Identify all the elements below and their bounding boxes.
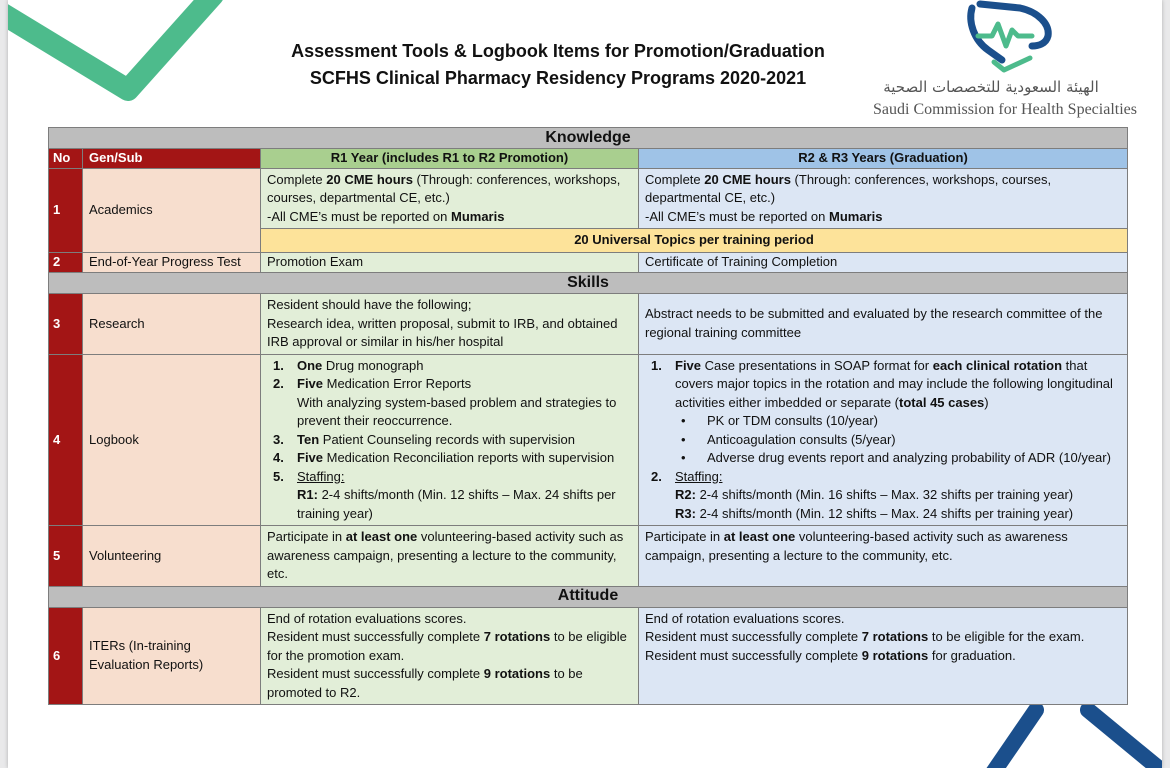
header-gen-sub: Gen/Sub: [83, 149, 261, 169]
row-name: End-of-Year Progress Test: [83, 253, 261, 273]
section-title: Knowledge: [49, 128, 1128, 149]
academics-r1-cell: Complete 20 CME hours (Through: conferences, workshops, courses, departmental CE, etc.) -All CME’s must be reported on Mumaris: [261, 168, 639, 229]
section-title: Skills: [49, 273, 1128, 294]
header-r1-year: R1 Year (includes R1 to R2 Promotion): [261, 149, 639, 169]
row-name: Academics: [83, 168, 261, 253]
list-item: 2. Five Medication Error Reports With analyzing system-based problem and strategies to prevent their reoccurrence.: [273, 376, 617, 428]
header-no: No: [49, 149, 83, 169]
section-attitude: [49, 586, 1128, 607]
title-line-2: SCFHS Clinical Pharmacy Residency Programs 2020-2021: [309, 68, 807, 88]
row-number: 1: [49, 168, 83, 253]
progress-r1-cell: Promotion Exam: [261, 253, 639, 273]
row-number: 4: [49, 354, 83, 526]
logbook-r2-cell: [639, 354, 1128, 526]
header-r2-r3-years: R2 & R3 Years (Graduation): [639, 149, 1128, 169]
progress-r2-cell: Certificate of Training Completion: [639, 253, 1128, 273]
iters-r1-cell: End of rotation evaluations scores. Resident must successfully complete 7 rotations to be eligible for the promotion exam. Resident must successfully complete 9 rotations to be promoted to R2.: [261, 607, 639, 705]
section-title: Attitude: [49, 586, 1128, 607]
volunteering-r2-cell: Participate in at least one volunteering-based activity such as awareness campaign, presenting a lecture to the community, etc.: [639, 526, 1128, 587]
list-item: 2. Staffing: R2: 2-4 shifts/month (Min. 16 shifts – Max. 32 shifts per training year) R3: 2-4 shifts/month (Min. 12 shifts – Max. 24 shifts per training year): [651, 468, 1074, 521]
table-header-row: [49, 149, 1128, 169]
title-line-1: Assessment Tools & Logbook Items for Promotion/Graduation: [291, 41, 825, 61]
list-item: 1. Five Case presentations in SOAP format for each clinical rotation that covers major topics in the rotation and may include the following longitudinal activities either imbedded or separate (total 45 cases): [651, 357, 1113, 410]
table-row-iters: [49, 607, 1128, 705]
list-item: 1. One Drug monograph: [273, 357, 424, 373]
table-row-research: [49, 294, 1128, 355]
bullet-item: • PK or TDM consults (10/year): [681, 412, 1121, 431]
row-name: Logbook: [83, 354, 261, 526]
row-name: Volunteering: [83, 526, 261, 587]
section-skills: [49, 273, 1128, 294]
universal-topics-banner: 20 Universal Topics per training period: [261, 229, 1128, 253]
row-number: 2: [49, 253, 83, 273]
row-name: Research: [83, 294, 261, 355]
row-name: ITERs (In-training Evaluation Reports): [83, 607, 261, 705]
logbook-r1-cell: [261, 354, 639, 526]
table-row-volunteering: [49, 526, 1128, 587]
research-r2-cell: Abstract needs to be submitted and evaluated by the research committee of the regional training committee: [639, 294, 1128, 355]
bullet-item: • Anticoagulation consults (5/year): [681, 431, 1121, 450]
list-item: 5. Staffing: R1: 2-4 shifts/month (Min. 12 shifts – Max. 24 shifts per training year): [273, 468, 616, 521]
table-row-logbook: [49, 354, 1128, 526]
row-number: 6: [49, 607, 83, 705]
iters-r2-cell: End of rotation evaluations scores. Resident must successfully complete 7 rotations to be eligible for the exam. Resident must successfully complete 9 rotations for graduation.: [639, 607, 1128, 705]
assessment-table: [48, 127, 1128, 705]
row-number: 3: [49, 294, 83, 355]
research-r1-cell: Resident should have the following; Research idea, written proposal, submit to IRB, and obtained IRB approval or similar in his/her hospital: [261, 294, 639, 355]
document-page: [8, 0, 1162, 768]
section-knowledge: [49, 128, 1128, 149]
scfhs-logo: [850, 0, 1150, 125]
blue-swoosh-decoration: [968, 700, 1162, 768]
bullet-item: • Adverse drug events report and analyzing probability of ADR (10/year): [681, 449, 1121, 468]
document-title: [188, 38, 928, 92]
row-number: 5: [49, 526, 83, 587]
logo-english-name: Saudi Commission for Health Specialties: [873, 101, 1137, 118]
list-item: 3. Ten Patient Counseling records with supervision: [273, 431, 575, 447]
academics-r2-cell: Complete 20 CME hours (Through: conferences, workshops, courses, departmental CE, etc.) -All CME’s must be reported on Mumaris: [639, 168, 1128, 229]
logo-arabic-name: الهيئة السعودية للتخصصات الصحية: [883, 78, 1099, 96]
logo-mark-icon: [958, 0, 1058, 74]
volunteering-r1-cell: Participate in at least one volunteering-based activity such as awareness campaign, presenting a lecture to the community, etc.: [261, 526, 639, 587]
table-row-academics: [49, 168, 1128, 229]
table-row-progress-test: [49, 253, 1128, 273]
list-item: 4. Five Medication Reconciliation reports with supervision: [273, 450, 615, 465]
